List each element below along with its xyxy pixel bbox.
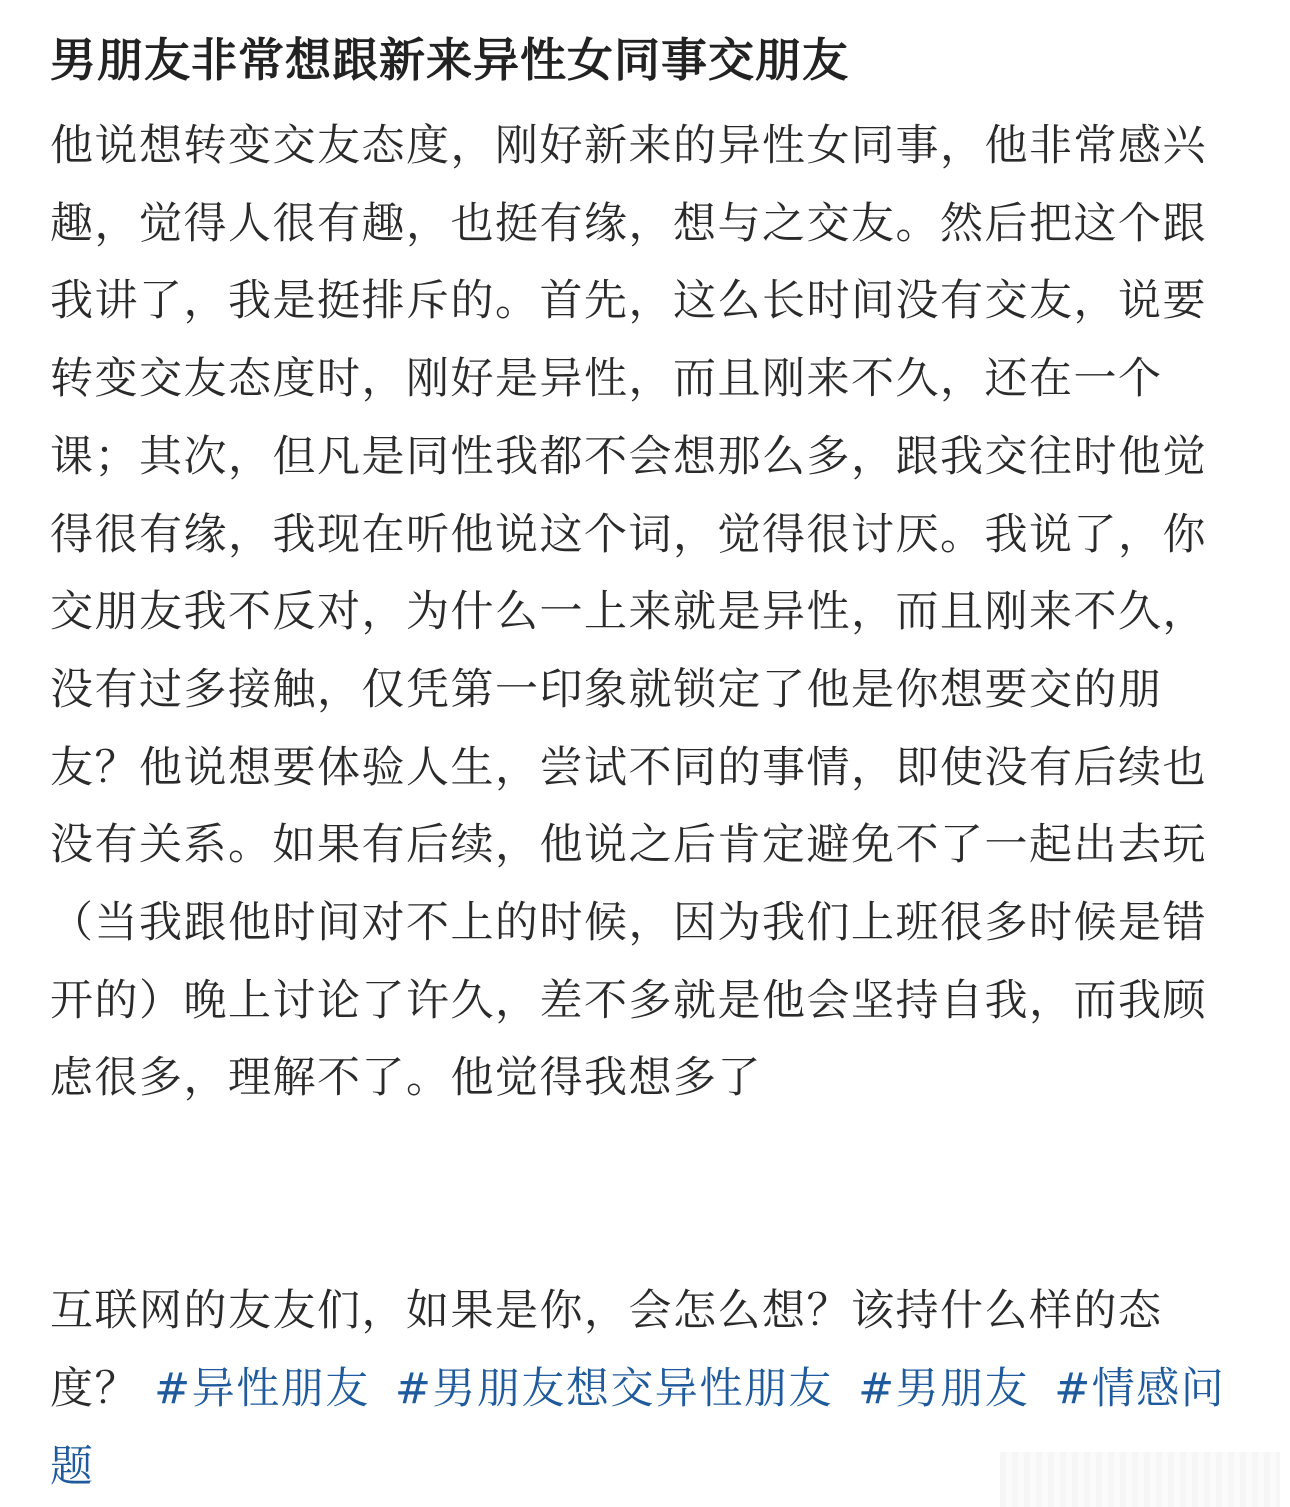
hashtag-link[interactable]: #男朋友想交异性朋友 (394, 1363, 833, 1414)
hashtag-link[interactable]: #情感问题 (50, 1363, 1226, 1492)
post (50, 22, 1230, 1506)
watermark (1000, 1452, 1280, 1507)
post-paragraph-1: 他说想转变交友态度，刚好新来的异性女同事，他非常感兴趣，觉得人很有趣，也挺有缘，想与之交友。然后把这个跟我讲了，我是挺排斥的。首先，这么长时间没有交友，说要转变交友态度时，刚好是异性，而且刚来不久，还在一个课；其次，但凡是同性我都不会想那么多，跟我交往时他觉得很有缘，我现在听他说这个词，觉得很讨厌。我说了，你交朋友我不反对，为什么一上来就是异性，而且刚来不久，没有过多接触，仅凭第一印象就锁定了他是你想要交的朋友？他说想要体验人生，尝试不同的事情，即使没有后续也没有关系。如果有后续，他说之后肯定避免不了一起出去玩（当我跟他时间对不上的时候，因为我们上班很多时候是错开的）晚上讨论了许久，差不多就是他会坚持自我，而我顾虑很多，理解不了。他觉得我想多了 (50, 121, 1207, 1104)
question-text: 互联网的友友们，如果是你，会怎么想？该持什么样的态度？ (50, 1286, 1163, 1414)
paragraph-spacer (50, 1118, 1230, 1273)
hashtag-link[interactable]: #异性朋友 (154, 1363, 370, 1414)
hashtag-link[interactable]: #男朋友 (858, 1363, 1030, 1414)
post-title: 男朋友非常想跟新来异性女同事交朋友 (50, 33, 849, 87)
post-body (50, 108, 1230, 1506)
